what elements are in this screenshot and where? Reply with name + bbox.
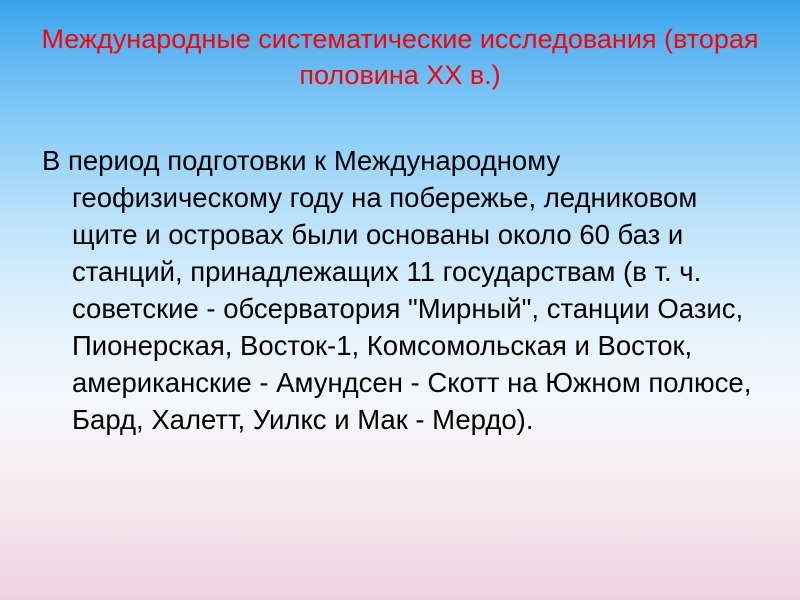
body-paragraph-first-segment: В период подготовки к Международному	[42, 145, 561, 176]
slide-title: Международные систематические исследования (вторая половина XX в.)	[41, 24, 759, 90]
slide-body	[42, 143, 758, 439]
body-paragraph-rest: геофизическому году на побережье, ледниковом щите и островах были основаны около 60 баз и станций, принадлежащих 11 государствам (в т. ч. советские - обсерватория "Мирный", станции Оазис, Пионерская, Восток-1, Комсомольская и Восток, американские - Амундсен - Скотт на Южном полюсе, Бард, Халетт, Уилкс и Мак - Мердо).	[72, 181, 752, 435]
body-paragraph	[42, 143, 758, 439]
